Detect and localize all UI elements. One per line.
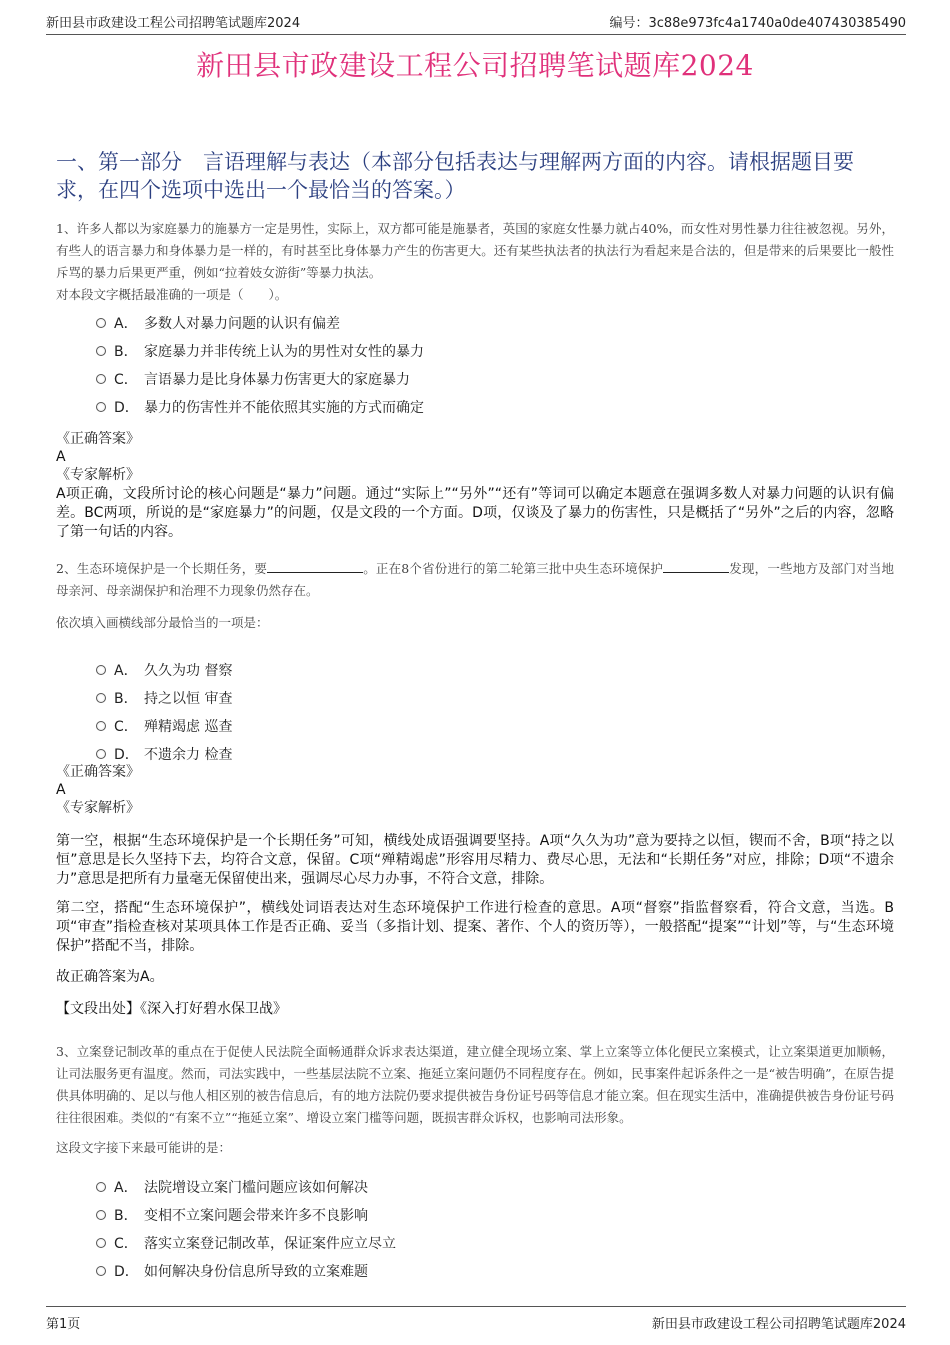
radio-button-icon[interactable] <box>96 749 106 759</box>
analysis-label: 《专家解析》 <box>56 800 140 816</box>
conclusion-text: 故正确答案为A。 <box>56 969 164 985</box>
radio-button-icon[interactable] <box>96 346 106 356</box>
page-number: 第1页 <box>46 1317 81 1332</box>
question-1 <box>56 218 894 421</box>
page-header <box>46 12 906 35</box>
radio-button-icon[interactable] <box>96 374 106 384</box>
fill-blank-2[interactable] <box>663 560 729 573</box>
fill-blank-1[interactable] <box>267 560 363 573</box>
question-3-option-a[interactable]: A． 法院增设立案门槛问题应该如何解决 <box>56 1173 894 1201</box>
question-2-option-c[interactable]: C． 殚精竭虑 巡查 <box>56 712 894 740</box>
question-2-option-d[interactable]: D． 不遗余力 检查 <box>56 740 894 768</box>
radio-button-icon[interactable] <box>96 665 106 675</box>
question-1-option-a[interactable]: A． 多数人对暴力问题的认识有偏差 <box>56 309 894 337</box>
document-title: 新田县市政建设工程公司招聘笔试题库2024 <box>196 49 754 82</box>
page-footer <box>46 1306 906 1341</box>
question-1-option-d[interactable]: D． 暴力的伤害性并不能依照其实施的方式而确定 <box>56 393 894 421</box>
header-doc-id: 编号：3c88e973fc4a1740a0de407430385490 <box>609 16 906 31</box>
answer-value: A <box>56 782 66 798</box>
source-text: 【文段出处】《深入打好碧水保卫战》 <box>56 1001 287 1017</box>
question-3 <box>56 1041 894 1285</box>
question-2-answer-block <box>56 763 894 1019</box>
answer-label: 《正确答案》 <box>56 431 140 447</box>
radio-button-icon[interactable] <box>96 721 106 731</box>
question-2-prompt: 依次填入画横线部分最恰当的一项是： <box>56 615 269 630</box>
question-3-stem: 3、立案登记制改革的重点在于促使人民法院全面畅通群众诉求表达渠道，建立健全现场立案、掌上立案等立体化便民立案模式，让立案渠道更加顺畅，让司法服务更有温度。然而，司法实践中，一些基层法院不立案、拖延立案问题仍不同程度存在。例如，民事案件起诉条件之一是“被告明确”，在原告提供具体明确的、足以与他人相区别的被告信息后，有的地方法院仍要求提供被告身份证号码等信息才能立案。但在现实生活中，准确提供被告身份证号码往往很困难。类似的“有案不立”“拖延立案”、增设立案门槛等问题，既损害群众诉权，也影响司法形象。 <box>56 1044 894 1125</box>
section-heading: 一、第一部分 言语理解与表达（本部分包括表达与理解两方面的内容。请根据题目要求，在四个选项中选出一个最恰当的答案。） <box>56 150 854 202</box>
question-3-option-c[interactable]: C． 落实立案登记制改革，保证案件应立尽立 <box>56 1229 894 1257</box>
analysis-text: A项正确，文段所讨论的核心问题是“暴力”问题。通过“实际上”“另外”“还有”等词可以确定本题意在强调多数人对暴力问题的认识有偏差。BC两项，所说的是“家庭暴力”的问题，仅是文段的一个方面。D项，仅谈及了暴力的伤害性，只是概括了“另外”之后的内容，忽略了第一句话的内容。 <box>56 486 894 540</box>
question-1-answer-block <box>56 430 894 542</box>
question-2-options <box>56 656 894 768</box>
question-3-prompt: 这段文字接下来最可能讲的是： <box>56 1140 232 1155</box>
question-2 <box>56 558 894 768</box>
analysis-label: 《专家解析》 <box>56 467 140 483</box>
question-2-option-b[interactable]: B． 持之以恒 审查 <box>56 684 894 712</box>
analysis-paragraph-2: 第二空，搭配“生态环境保护”，横线处词语表达对生态环境保护工作进行检查的意思。A项“督察”指监督察看，符合文意，当选。B项“审查”指检查核对某项具体工作是否正确、妥当（多指计划、提案、著作、个人的资历等），一般搭配“提案”“计划”等，与“生态环境保护”搭配不当，排除。 <box>56 900 894 954</box>
question-3-option-b[interactable]: B． 变相不立案问题会带来许多不良影响 <box>56 1201 894 1229</box>
header-doc-name: 新田县市政建设工程公司招聘笔试题库2024 <box>46 16 301 31</box>
radio-button-icon[interactable] <box>96 1210 106 1220</box>
radio-button-icon[interactable] <box>96 1182 106 1192</box>
radio-button-icon[interactable] <box>96 1266 106 1276</box>
radio-button-icon[interactable] <box>96 318 106 328</box>
question-3-options <box>56 1173 894 1285</box>
footer-doc-name: 新田县市政建设工程公司招聘笔试题库2024 <box>651 1317 906 1332</box>
radio-button-icon[interactable] <box>96 693 106 703</box>
radio-button-icon[interactable] <box>96 1238 106 1248</box>
question-1-option-c[interactable]: C． 言语暴力是比身体暴力伤害更大的家庭暴力 <box>56 365 894 393</box>
question-3-option-d[interactable]: D． 如何解决身份信息所导致的立案难题 <box>56 1257 894 1285</box>
analysis-paragraph-1: 第一空，根据“生态环境保护是一个长期任务”可知，横线处成语强调要坚持。A项“久久为功”意为要持之以恒，锲而不舍，B项“持之以恒”意思是长久坚持下去，均符合文意，保留。C项“殚精竭虑”形容用尽精力、费尽心思，无法和“长期任务”对应，排除；D项“不遗余力”意思是把所有力量毫无保留使出来，强调尽心尽力办事，不符合文意，排除。 <box>56 833 894 887</box>
answer-label: 《正确答案》 <box>56 764 140 780</box>
answer-value: A <box>56 449 66 465</box>
question-1-stem: 1、许多人都以为家庭暴力的施暴方一定是男性，实际上，双方都可能是施暴者，英国的家庭女性暴力就占40%，而女性对男性暴力往往被忽视。另外，有些人的语言暴力和身体暴力是一样的，有时甚至比身体暴力产生的伤害更大。还有某些执法者的执法行为看起来是合法的，但是带来的后果要比一般性斥骂的暴力后果更严重，例如“拉着妓女游街”等暴力执法。 <box>56 221 894 280</box>
question-2-stem: 2、生态环境保护是一个长期任务，要 。正在8个省份进行的第二轮第三批中央生态环境保护 发现，一些地方及部门对当地母亲河、母亲湖保护和治理不力现象仍然存在。 <box>56 561 894 598</box>
radio-button-icon[interactable] <box>96 402 106 412</box>
question-1-prompt: 对本段文字概括最准确的一项是（ ）。 <box>56 287 288 302</box>
question-2-option-a[interactable]: A． 久久为功 督察 <box>56 656 894 684</box>
question-1-options <box>56 309 894 421</box>
question-1-option-b[interactable]: B． 家庭暴力并非传统上认为的男性对女性的暴力 <box>56 337 894 365</box>
